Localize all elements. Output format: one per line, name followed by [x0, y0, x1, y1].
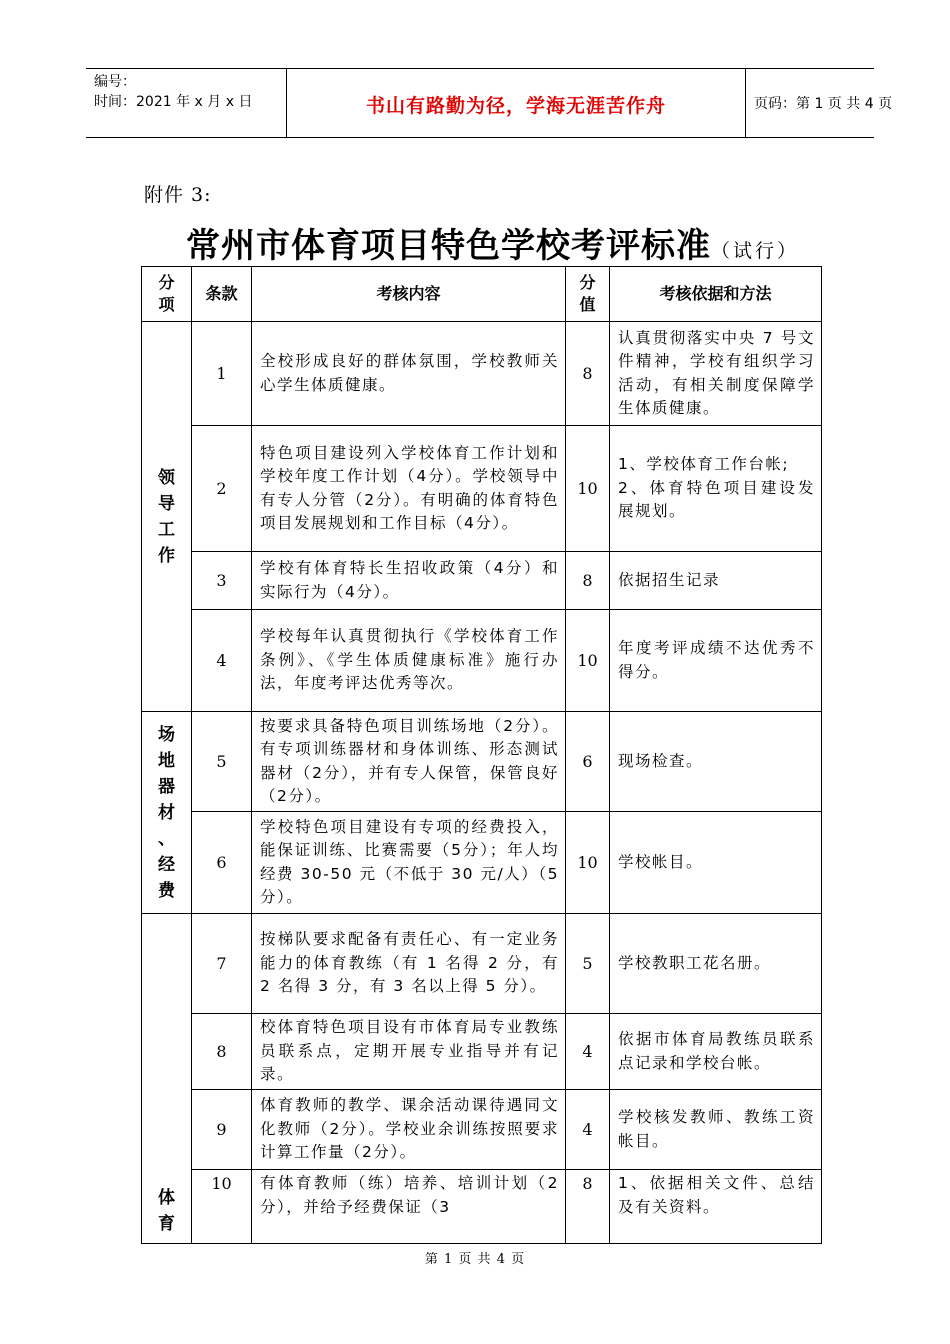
score-cell: 8	[566, 322, 610, 426]
clause-number: 5	[192, 712, 252, 812]
document-header	[86, 68, 893, 138]
content-cell: 学校每年认真贯彻执行《学校体育工作条例》、《学生体质健康标准》施行办法，年度考评达优秀等次。	[252, 610, 566, 712]
clause-number: 2	[192, 426, 252, 552]
content-cell: 按要求具备特色项目训练场地（2分）。有专项训练器材和身体训练、形态测试器材（2分），并有专人保管，保管良好（2分）。	[252, 712, 566, 812]
header-meta	[86, 69, 286, 137]
content-cell: 学校有体育特长生招收政策（4分）和实际行为（4分）。	[252, 552, 566, 610]
method-cell: 认真贯彻落实中央 7 号文件精神，学校有组织学习活动，有相关制度保障学生体质健康。	[610, 322, 822, 426]
clause-number: 9	[192, 1090, 252, 1170]
clause-number: 6	[192, 812, 252, 914]
header-clause: 条款	[192, 267, 252, 322]
header-score: 分 值	[566, 267, 610, 322]
content-cell: 全校形成良好的群体氛围，学校教师关心学生体质健康。	[252, 322, 566, 426]
table-row	[142, 322, 822, 426]
table-row	[142, 712, 822, 812]
table-row	[142, 914, 822, 1014]
attachment-label: 附件 3:	[144, 184, 212, 206]
evaluation-table	[141, 266, 822, 1244]
time-label: 时间：2021 年 x 月 x 日	[94, 94, 253, 110]
method-cell: 1、依据相关文件、总结及有关资料。	[610, 1170, 822, 1244]
table-row	[142, 610, 822, 712]
header-category: 分 项	[142, 267, 192, 322]
clause-number: 7	[192, 914, 252, 1014]
score-cell: 10	[566, 610, 610, 712]
table-header-row	[142, 267, 822, 322]
category-leadership: 领 导 工 作	[142, 322, 192, 712]
score-cell: 10	[566, 426, 610, 552]
method-cell: 依据市体育局教练员联系点记录和学校台帐。	[610, 1014, 822, 1090]
table-row	[142, 1090, 822, 1170]
title-main: 常州市体育项目特色学校考评标准	[186, 226, 711, 266]
score-cell: 5	[566, 914, 610, 1014]
table-row	[142, 552, 822, 610]
header-page-cell	[744, 69, 893, 137]
table-row	[142, 1014, 822, 1090]
content-cell: 学校特色项目建设有专项的经费投入，能保证训练、比赛需要（5分）；年人均经费 30-50 元（不低于 30 元/人）（5分）。	[252, 812, 566, 914]
method-cell: 年度考评成绩不达优秀不得分。	[610, 610, 822, 712]
page-footer: 第 1 页 共 4 页	[424, 1252, 526, 1267]
document-title	[186, 218, 799, 267]
content-cell: 按梯队要求配备有责任心、有一定业务能力的体育教练（有 1 名得 2 分，有 2 名得 3 分，有 3 名以上得 5 分）。	[252, 914, 566, 1014]
score-cell: 8	[566, 552, 610, 610]
method-line: 2、体育特色项目建设发展规划。	[618, 478, 815, 521]
score-cell: 4	[566, 1014, 610, 1090]
clause-number: 3	[192, 552, 252, 610]
header-content: 考核内容	[252, 267, 566, 322]
slogan: 书山有路勤为径，学海无涯苦作舟	[365, 95, 666, 117]
clause-number: 4	[192, 610, 252, 712]
score-cell: 4	[566, 1090, 610, 1170]
table-row	[142, 812, 822, 914]
content-cell: 特色项目建设列入学校体育工作计划和学校年度工作计划（4分）。学校领导中有专人分管（2分）。有明确的体育特色项目发展规划和工作目标（4分）。	[252, 426, 566, 552]
clause-number: 1	[192, 322, 252, 426]
method-cell: 学校教职工花名册。	[610, 914, 822, 1014]
header-slogan-cell	[286, 69, 746, 137]
method-cell: 依据招生记录	[610, 552, 822, 610]
content-cell: 体育教师的教学、课余活动课待遇同文化教师（2分）。学校业余训练按照要求计算工作量（2分）。	[252, 1090, 566, 1170]
score-cell: 6	[566, 712, 610, 812]
clause-number: 10	[192, 1170, 252, 1244]
table-row	[142, 426, 822, 552]
category-venue: 场 地 器 材 、 经 费	[142, 712, 192, 914]
number-label: 编号：	[94, 74, 136, 90]
title-suffix: （试行）	[711, 240, 800, 262]
method-line: 1、学校体育工作台帐;	[618, 455, 790, 474]
category-sports: 体 育	[142, 914, 192, 1244]
score-cell: 10	[566, 812, 610, 914]
score-cell: 8	[566, 1170, 610, 1244]
table-row	[142, 1170, 822, 1244]
method-cell	[610, 426, 822, 552]
method-cell: 现场检查。	[610, 712, 822, 812]
content-cell: 有体育教师（练）培养、培训计划（2分），并给予经费保证（3	[252, 1170, 566, 1244]
clause-number: 8	[192, 1014, 252, 1090]
page-label: 页码：第 1 页 共 4 页	[754, 96, 893, 112]
content-cell: 校体育特色项目设有市体育局专业教练员联系点，定期开展专业指导并有记录。	[252, 1014, 566, 1090]
method-cell: 学校核发教师、教练工资帐目。	[610, 1090, 822, 1170]
method-cell: 学校帐目。	[610, 812, 822, 914]
header-method: 考核依据和方法	[610, 267, 822, 322]
